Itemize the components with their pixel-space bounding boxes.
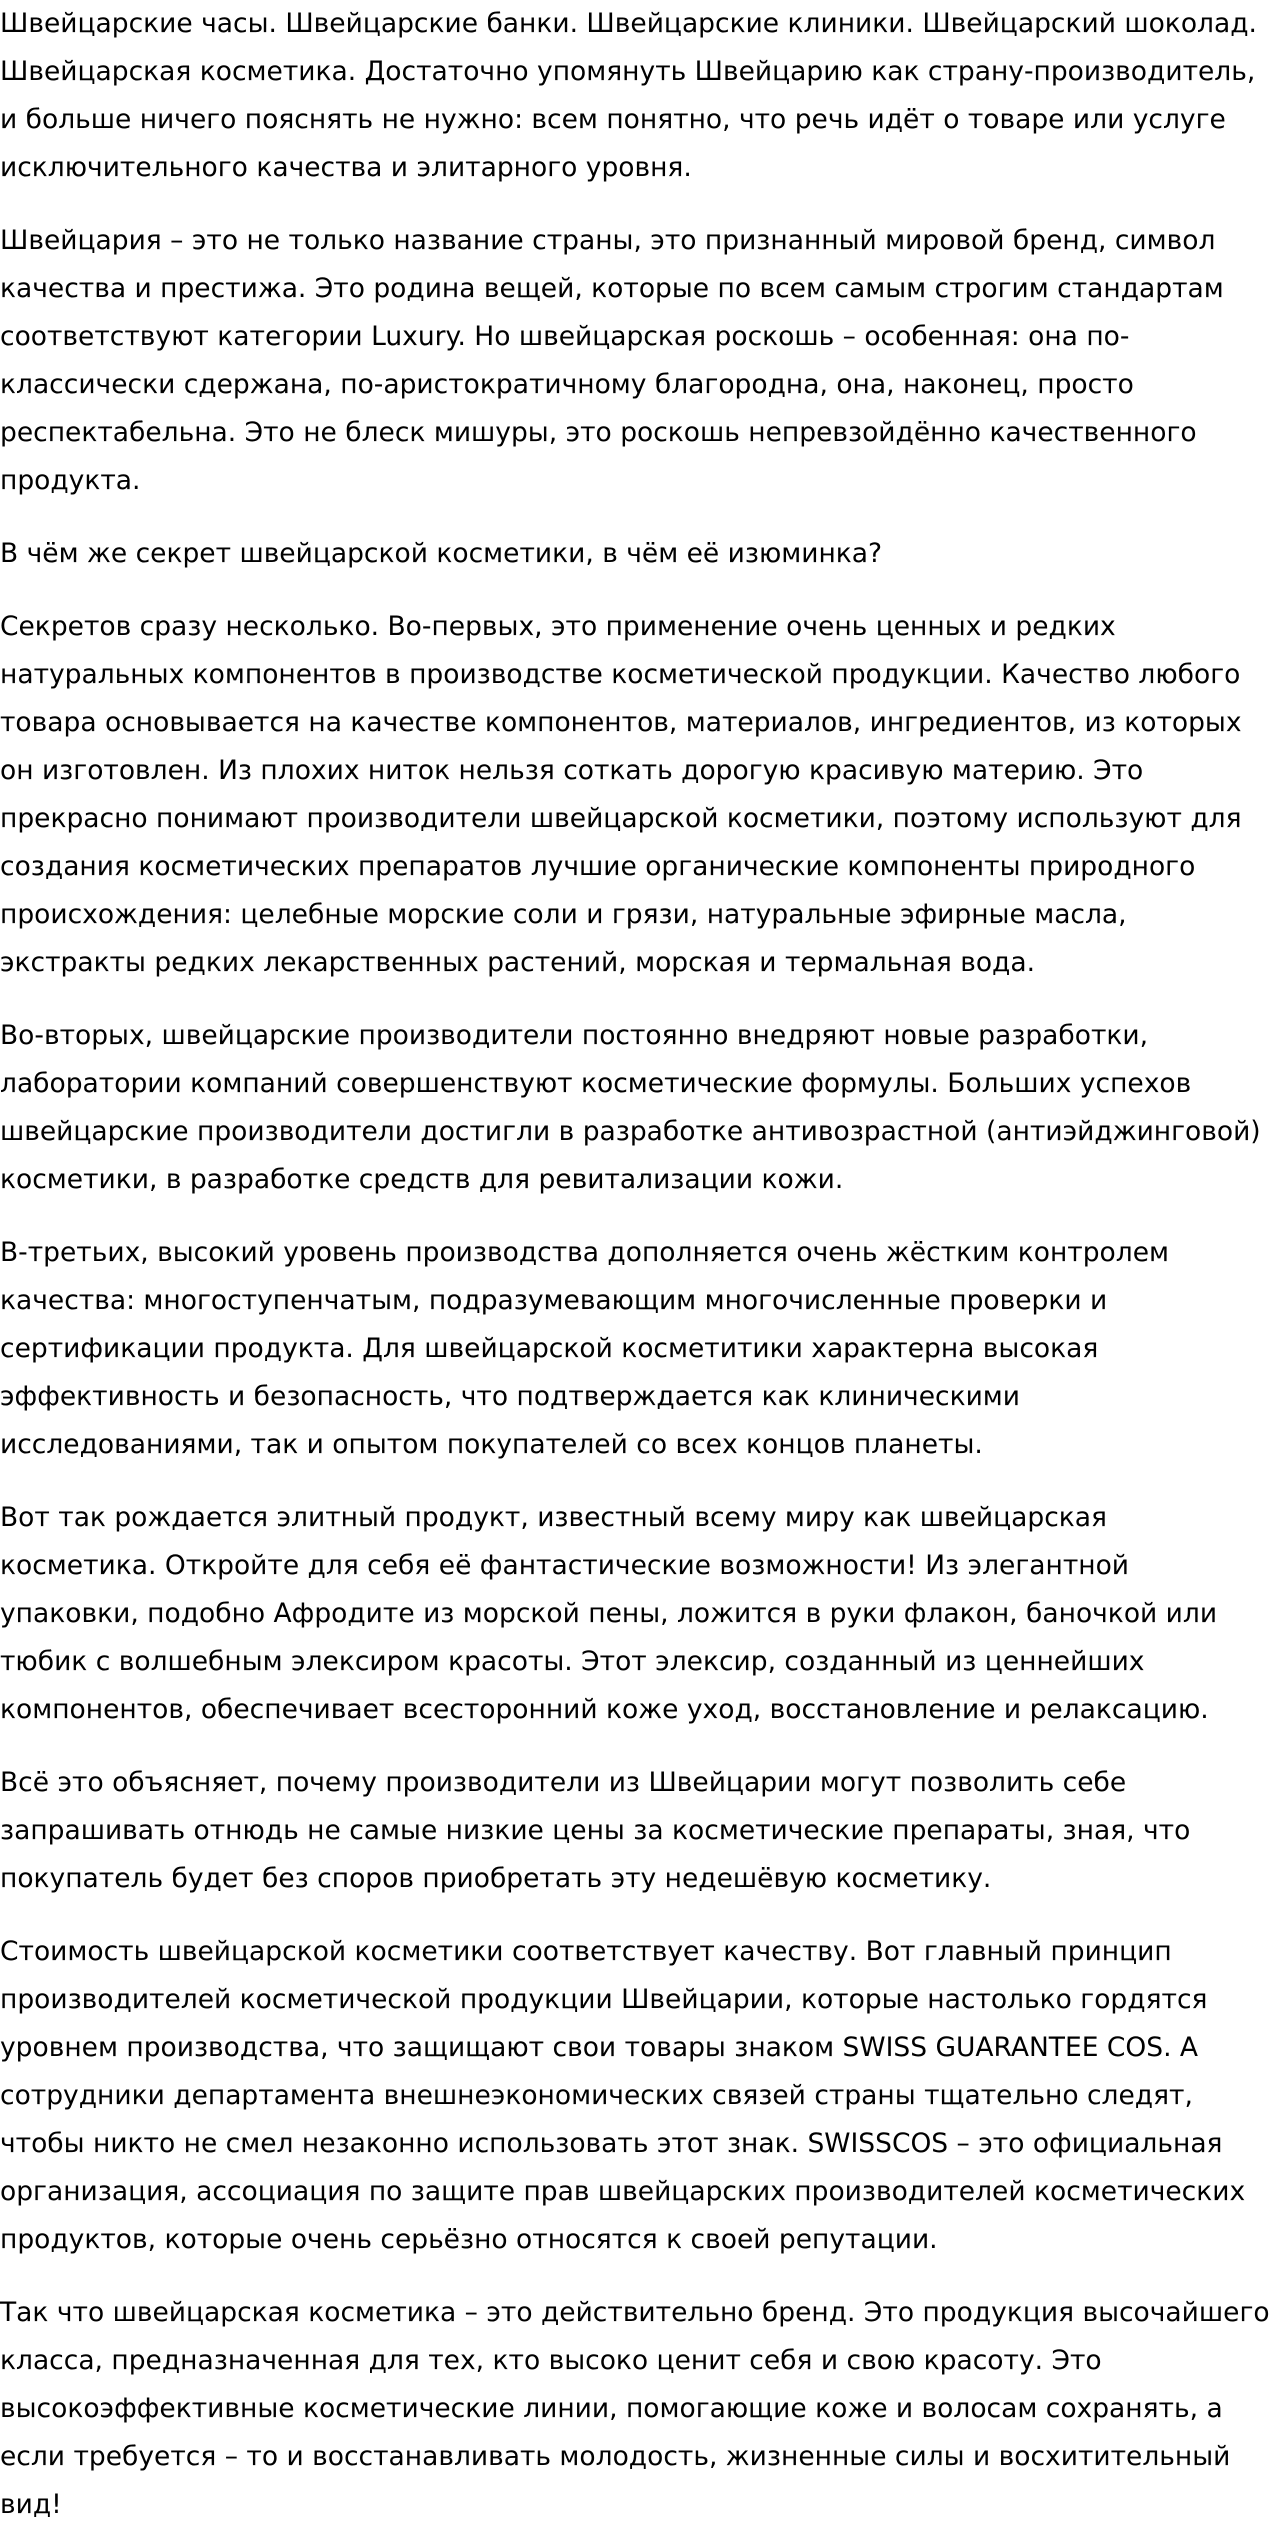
paragraph-intro: Швейцарские часы. Швейцарские банки. Швейцарские клиники. Швейцарский шоколад. Швейцарская косметика. Достаточно упомянуть Швейцарию как страну-производитель, и больше ничего пояснять не нужно: всем понятно, что речь идёт о товаре или услуге исключительного качества и элитарного уровня. (0, 8, 1257, 183)
paragraph-third-secret: В-третьих, высокий уровень производства дополняется очень жёстким контролем качества: многоступенчатым, подразумевающим многочисленные проверки и сертификации продукта. Для швейцарской косметитики характерна высокая эффективность и безопасность, что подтверждается как клиническими исследованиями, так и опытом покупателей со всех концов планеты. (0, 1237, 1170, 1460)
paragraph-question: В чём же секрет швейцарской косметики, в чём её изюминка? (0, 538, 883, 569)
paragraph-first-secret: Секретов сразу несколько. Во-первых, это применение очень ценных и редких натуральных компонентов в производстве косметической продукции. Качество любого товара основывается на качестве компонентов, материалов, ингредиентов, из которых он изготовлен. Из плохих ниток нельзя соткать дорогую красивую материю. Это прекрасно понимают производители швейцарской косметики, поэтому используют для создания косметических препаратов лучшие органические компоненты природного происхождения: целебные морские соли и грязи, натуральные эфирные масла, экстракты редких лекарственных растений, морская и термальная вода. (0, 611, 1242, 978)
paragraph-quality-guarantee: Стоимость швейцарской косметики соответствует качеству. Вот главный принцип производителей косметической продукции Швейцарии, которые настолько гордятся уровнем производства, что защищают свои товары знаком SWISS GUARANTEE COS. А сотрудники департамента внешнеэкономических связей страны тщательно следят, чтобы никто не смел незаконно использовать этот знак. SWISSCOS – это официальная организация, ассоциация по защите прав швейцарских производителей косметических продуктов, которые очень серьёзно относятся к своей репутации. (0, 1936, 1246, 2255)
paragraph-brand: Швейцария – это не только название страны, это признанный мировой бренд, символ качества и престижа. Это родина вещей, которые по всем самым строгим стандартам соответствуют категории Luxury. Но швейцарская роскошь – особенная: она по-классически сдержана, по-аристократичному благородна, она, наконец, просто респектабельна. Это не блеск мишуры, это роскошь непревзойдённо качественного продукта. (0, 225, 1224, 496)
paragraph-price: Всё это объясняет, почему производители из Швейцарии могут позволить себе запрашивать отнюдь не самые низкие цены за косметические препараты, зная, что покупатель будет без споров приобретать эту недешёвую косметику. (0, 1767, 1191, 1894)
paragraph-elite-product: Вот так рождается элитный продукт, известный всему миру как швейцарская косметика. Откройте для себя её фантастические возможности! Из элегантной упаковки, подобно Афродите из морской пены, ложится в руки флакон, баночкой или тюбик с волшебным элексиром красоты. Этот элексир, созданный из ценнейших компонентов, обеспечивает всесторонний коже уход, восстановление и релаксацию. (0, 1502, 1218, 1725)
paragraph-conclusion: Так что швейцарская косметика – это действительно бренд. Это продукция высочайшего класса, предназначенная для тех, кто высоко ценит себя и свою красоту. Это высокоэффективные косметические линии, помогающие коже и волосам сохранять, а если требуется – то и восстанавливать молодость, жизненные силы и восхитительный вид! (0, 2297, 1270, 2520)
paragraph-second-secret: Во-вторых, швейцарские производители постоянно внедряют новые разработки, лаборатории компаний совершенствуют косметические формулы. Больших успехов швейцарские производители достигли в разработке антивозрастной (антиэйджинговой) косметики, в разработке средств для ревитализации кожи. (0, 1020, 1261, 1195)
